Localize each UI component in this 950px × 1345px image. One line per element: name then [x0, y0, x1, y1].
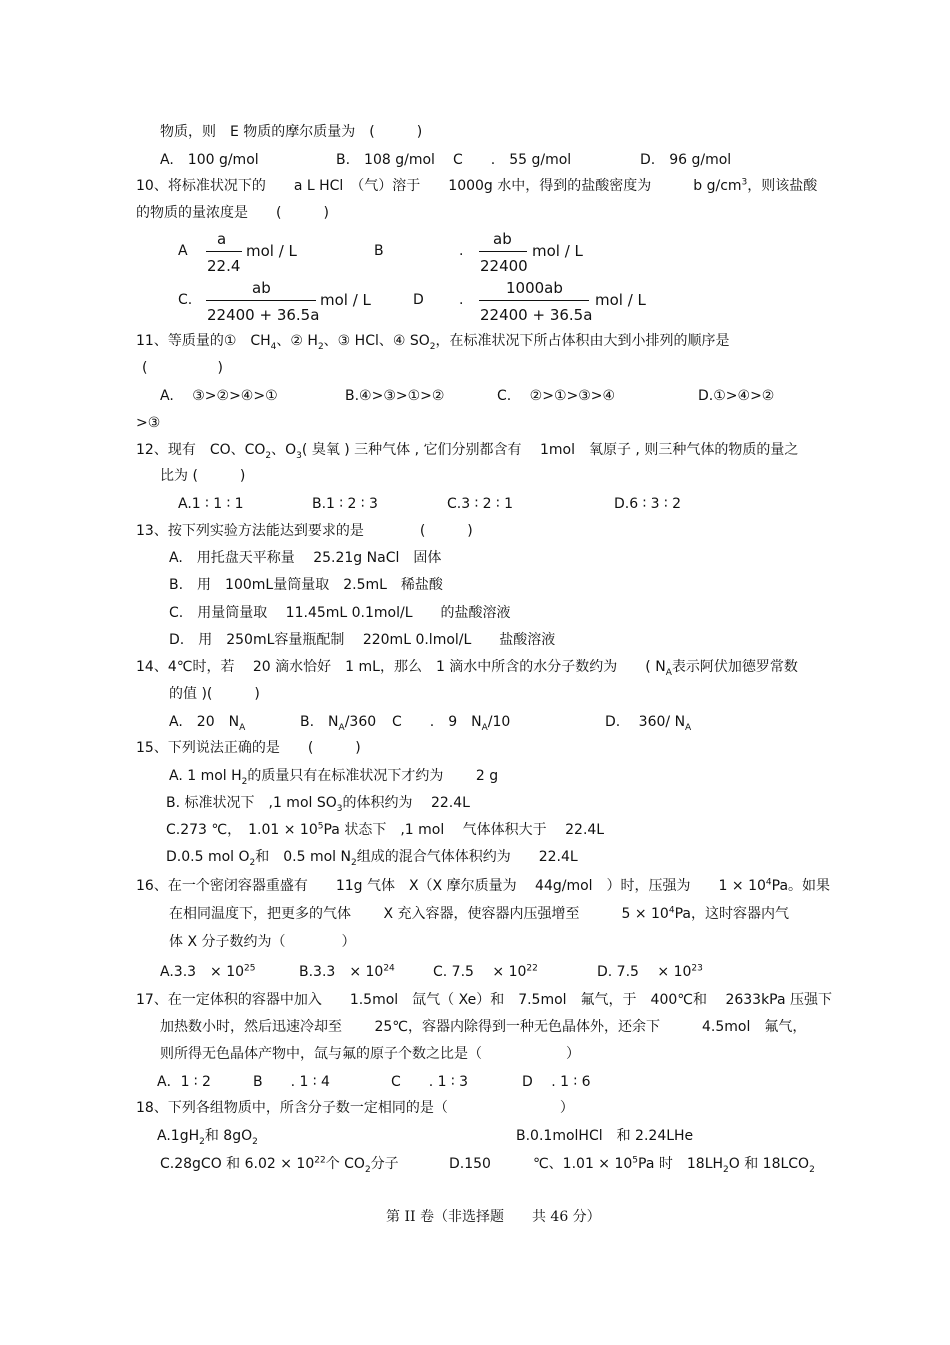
- q10-option-d-unit: mol / L: [595, 291, 646, 309]
- q14-stem: 14、4℃时，若 20 滴水恰好 1 mL，那么 1 滴水中所含的水分子数约为 ( $N_A$表示阿伏加德罗常数: [136, 659, 798, 678]
- q14-option-a: A. 20 $N_A$: [169, 714, 246, 733]
- q10-option-b-unit: mol / L: [532, 242, 583, 260]
- q14-option-b: B. $N_A/360$: [300, 714, 377, 733]
- q10-option-b-numerator: ab: [493, 230, 512, 248]
- q10-option-a-denominator: 22.4: [207, 257, 241, 275]
- q10-option-d-label: D: [413, 292, 424, 308]
- q10-option-b-label: B: [374, 243, 384, 259]
- q13-option-b: B. 用 100mL量筒量取 2.5mL 稀盐酸: [169, 577, 443, 593]
- q15-option-d: D.0.5 mol $O_2$和 0.5 mol $N_2$组成的混合气体体积约为 22.4L: [166, 849, 578, 868]
- q11-option-a: A. ③>②>④>①: [160, 388, 278, 404]
- q10-option-c-unit: mol / L: [320, 291, 371, 309]
- q10-stem: 10、将标准状况下的 a L HCl （气）溶于 1000g 水中，得到的盐酸密度为 b $g/cm^3$，则该盐酸: [136, 177, 818, 194]
- q11-option-b: B.④>③>①>②: [345, 388, 445, 404]
- q13-option-d: D. 用 250mL容量瓶配制 220mL 0.lmol/L 盐酸溶液: [169, 632, 556, 648]
- q12-stem-line2: 比为 ( ): [160, 468, 246, 484]
- q12-option-d: D.6 ∶ 3 ∶ 2: [614, 496, 682, 512]
- q10-option-d-dot: .: [459, 292, 464, 308]
- q11-stem: 11、等质量的① $CH_4$、② $H_2$、③ HCl、④ $SO_2$，在标准状况下所占体积由大到小排列的顺序是: [136, 333, 730, 352]
- q13-option-a: A. 用托盘天平称量 25.21g NaCl 固体: [169, 550, 442, 566]
- q10-option-a-fraction-bar: [206, 251, 242, 252]
- q16-stem: 16、在一个密闭容器重盛有 11g 气体 X（X 摩尔质量为 44g/mol ）时，压强为 $1 \times 10^4Pa$。如果: [136, 877, 831, 894]
- q10-option-c-fraction-bar: [206, 300, 316, 301]
- q10-stem-line2: 的物质的量浓度是 ( ): [136, 205, 329, 221]
- q9-stem-cont: 物质，则 E 物质的摩尔质量为 ( ): [160, 124, 423, 140]
- q10-option-c-denominator: 22400 + 36.5a: [207, 306, 320, 324]
- q15-stem: 15、下列说法正确的是 ( ): [136, 740, 361, 756]
- q16-option-b: B.3.3 × $10^{24}$: [299, 963, 395, 980]
- q12-option-b: B.1 ∶ 2 ∶ 3: [312, 496, 378, 512]
- q16-option-d: D. 7.5 × $10^{23}$: [597, 963, 703, 980]
- q10-option-c-numerator: ab: [252, 279, 271, 297]
- q12-option-c: C.3 ∶ 2 ∶ 1: [447, 496, 514, 512]
- q17-option-d: D . 1 ∶ 6: [522, 1074, 591, 1090]
- q10-option-b-denominator: 22400: [480, 257, 528, 275]
- q14-option-c: C . 9 $N_A/10$: [392, 714, 511, 733]
- q10-option-a-unit: mol / L: [246, 242, 297, 260]
- q17-stem-line3: 则所得无色晶体产物中，氙与氟的原子个数之比是（ ）: [160, 1046, 580, 1062]
- q18-option-d: D.150 ℃、$1.01 \times 10^5Pa$ 时 $18LH_2O$ 和 $18LCO_2$: [449, 1155, 815, 1175]
- q17-option-c: C . 1 ∶ 3: [391, 1074, 469, 1090]
- q13-stem: 13、按下列实验方法能达到要求的是 ( ): [136, 523, 473, 539]
- q10-option-c-label: C.: [178, 292, 193, 308]
- q18-stem: 18、下列各组物质中，所含分子数一定相同的是（ ）: [136, 1100, 574, 1116]
- q10-option-b-fraction-bar: [479, 251, 527, 252]
- q18-option-a: $A.1gH_2$和 $8gO_2$: [157, 1128, 258, 1147]
- section-heading: 第 II 卷（非选择题 共 46 分）: [386, 1209, 601, 1225]
- q16-stem-line2: 在相同温度下，把更多的气体 X 充入容器，使容器内压强增至 $5 \times 10^4Pa$，这时容器内气: [169, 905, 789, 922]
- q9-option-c: C . 55 g/mol: [453, 152, 572, 168]
- q11-answer-paren: ( ): [142, 360, 223, 376]
- q16-stem-line3: 体 X 分子数约为（ ）: [169, 934, 356, 950]
- q10-option-a-label: A: [178, 243, 188, 259]
- q15-option-a: A. 1 mol $H_2$的质量只有在标准状况下才约为 2 g: [169, 768, 499, 787]
- q14-option-d: D. 360/ $N_A$: [605, 714, 692, 733]
- q17-stem-line2: 加热数小时，然后迅速冷却至 25℃，容器内除得到一种无色晶体外，还余下 4.5mol 氟气，: [160, 1019, 807, 1035]
- q10-option-a-numerator: a: [217, 230, 227, 248]
- q17-option-b: B . 1 ∶ 4: [253, 1074, 330, 1090]
- q10-option-b-dot: .: [459, 243, 464, 259]
- q14-stem-line2: 的值 )( ): [169, 686, 260, 702]
- q10-option-d-fraction-bar: [479, 300, 589, 301]
- q18-option-b: B.0.1molHCl 和 2.24LHe: [516, 1128, 694, 1144]
- q11-option-d: D.①>④>②: [698, 388, 775, 404]
- q11-option-c: C. ②>①>③>④: [497, 388, 616, 404]
- q10-option-d-numerator: 1000ab: [506, 279, 563, 297]
- q17-option-a: A．1 ∶ 2: [157, 1074, 211, 1090]
- q15-option-c: C.273 ℃， $1.01 \times 10^5Pa$ 状态下 ,1 mol 气体体积大于 22.4L: [166, 821, 605, 838]
- q12-option-a: A.1 ∶ 1 ∶ 1: [178, 496, 244, 512]
- q16-option-a: A.3.3 × $10^{25}$: [160, 963, 256, 980]
- q9-option-b: B. 108 g/mol: [336, 152, 435, 168]
- q13-option-c: C. 用量筒量取 11.45mL 0.1mol/L 的盐酸溶液: [169, 605, 511, 621]
- q17-stem: 17、在一定体积的容器中加入 1.5mol 氙气（ Xe）和 7.5mol 氟气，于 400℃和 2633kPa 压强下: [136, 992, 833, 1008]
- q9-option-d: D. 96 g/mol: [640, 152, 732, 168]
- q15-option-b: B. 标准状况下 ,1 mol $SO_3$的体积约为 22.4L: [166, 795, 470, 814]
- q16-option-c: C. 7.5 × $10^{22}$: [433, 963, 538, 980]
- q18-option-c: C.28gCO 和 $6.02 \times 10^{22}$个 $CO_2$分子: [160, 1155, 399, 1175]
- q12-stem: 12、现有 CO、$CO_2$、$O_3$( 臭氧 ) 三种气体 , 它们分别都含有 1mol 氧原子 , 则三种气体的物质的量之: [136, 442, 799, 461]
- q9-option-a: A. 100 g/mol: [160, 152, 259, 168]
- q10-option-d-denominator: 22400 + 36.5a: [480, 306, 593, 324]
- q11-option-d-cont: >③: [136, 415, 161, 431]
